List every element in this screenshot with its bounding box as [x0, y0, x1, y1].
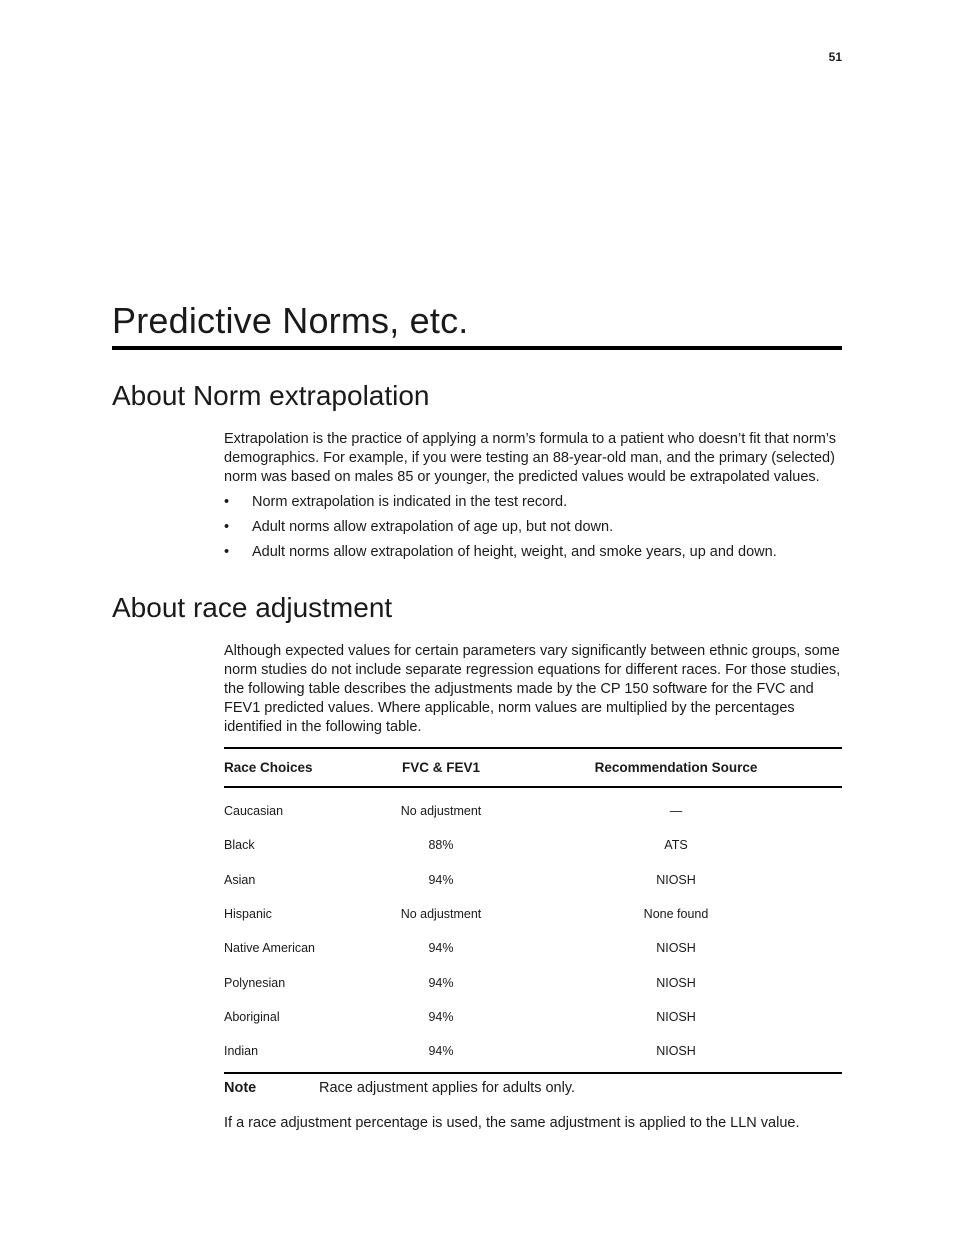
page-number: 51 [828, 50, 842, 64]
table-row [224, 863, 842, 897]
section-heading-race-adjustment: About race adjustment [112, 592, 393, 623]
cell-fvc-fev1: No adjustment [400, 907, 482, 922]
cell-source: NIOSH [656, 872, 696, 887]
cell-fvc-fev1: 94% [428, 941, 454, 956]
section-heading-extrapolation: About Norm extrapolation [112, 380, 430, 411]
table-row [224, 1034, 842, 1073]
note [224, 1079, 842, 1098]
extrapolation-body [224, 430, 844, 568]
extrapolation-bullet-list [224, 493, 844, 562]
cell-fvc-fev1: 94% [428, 1009, 454, 1024]
bullet-glyph: • [224, 494, 230, 510]
note-label: Note [224, 1080, 257, 1096]
note-text: Race adjustment applies for adults only. [319, 1080, 576, 1096]
cell-source: NIOSH [656, 941, 696, 956]
table-row [224, 1000, 842, 1034]
bullet-text: Adult norms allow extrapolation of height, weight, and smoke years, up and down. [252, 544, 777, 560]
bullet-glyph: • [224, 544, 230, 560]
cell-race: Caucasian [224, 804, 284, 819]
cell-race: Polynesian [224, 975, 286, 990]
bullet-item [224, 493, 844, 512]
table-row [224, 965, 842, 999]
cell-fvc-fev1: 94% [428, 872, 454, 887]
chapter-title: Predictive Norms, etc. [112, 300, 469, 341]
cell-race: Native American [224, 941, 316, 956]
cell-fvc-fev1: 94% [372, 1034, 510, 1073]
cell-fvc-fev1: 88% [428, 838, 454, 853]
cell-race: Asian [224, 872, 256, 887]
table-row [224, 897, 842, 931]
cell-race: Hispanic [224, 907, 272, 922]
table-row [224, 828, 842, 862]
chapter-title-rule [112, 346, 842, 350]
cell-source: NIOSH [656, 975, 696, 990]
cell-fvc-fev1: 94% [428, 975, 454, 990]
race-adjustment-table [224, 747, 842, 1074]
table-header-row [224, 748, 842, 787]
cell-race: Aboriginal [224, 1009, 280, 1024]
cell-fvc-fev1: No adjustment [400, 804, 482, 819]
bullet-item [224, 543, 844, 562]
header-recommendation-source: Recommendation Source [510, 748, 842, 787]
closing-paragraph: If a race adjustment percentage is used, the same adjustment is applied to the LLN value. [224, 1115, 800, 1131]
race-paragraph: Although expected values for certain parameters vary significantly between ethnic groups, some norm studies do not include separate regression equations for different races. For those studies, the following table describes the adjustments made by the CP 150 software for the FVC and FEV1 predicted values. Where applicable, norm values are multiplied by the percentages identified in the following table. [224, 643, 841, 735]
bullet-item [224, 518, 844, 537]
table-row [224, 787, 842, 828]
closing-body [224, 1114, 844, 1133]
bullet-text: Norm extrapolation is indicated in the test record. [252, 494, 568, 510]
extrapolation-paragraph: Extrapolation is the practice of applying a norm’s formula to a patient who doesn’t fit that norm’s demographics. For example, if you were testing an 88-year-old man, and the primary (selected) norm was based on males 85 or younger, the predicted values would be extrapolated values. [224, 431, 837, 485]
race-body [224, 642, 844, 737]
cell-source: NIOSH [510, 1034, 842, 1073]
cell-source: — [669, 804, 683, 819]
header-race-choices: Race Choices [224, 748, 372, 787]
cell-source: None found [643, 907, 709, 922]
bullet-glyph: • [224, 519, 230, 535]
cell-source: NIOSH [656, 1009, 696, 1024]
cell-race: Indian [224, 1034, 372, 1073]
cell-source: ATS [664, 838, 688, 853]
cell-race: Black [224, 838, 255, 853]
table-row [224, 931, 842, 965]
bullet-text: Adult norms allow extrapolation of age up, but not down. [252, 519, 614, 535]
header-fvc-fev1: FVC & FEV1 [372, 748, 510, 787]
